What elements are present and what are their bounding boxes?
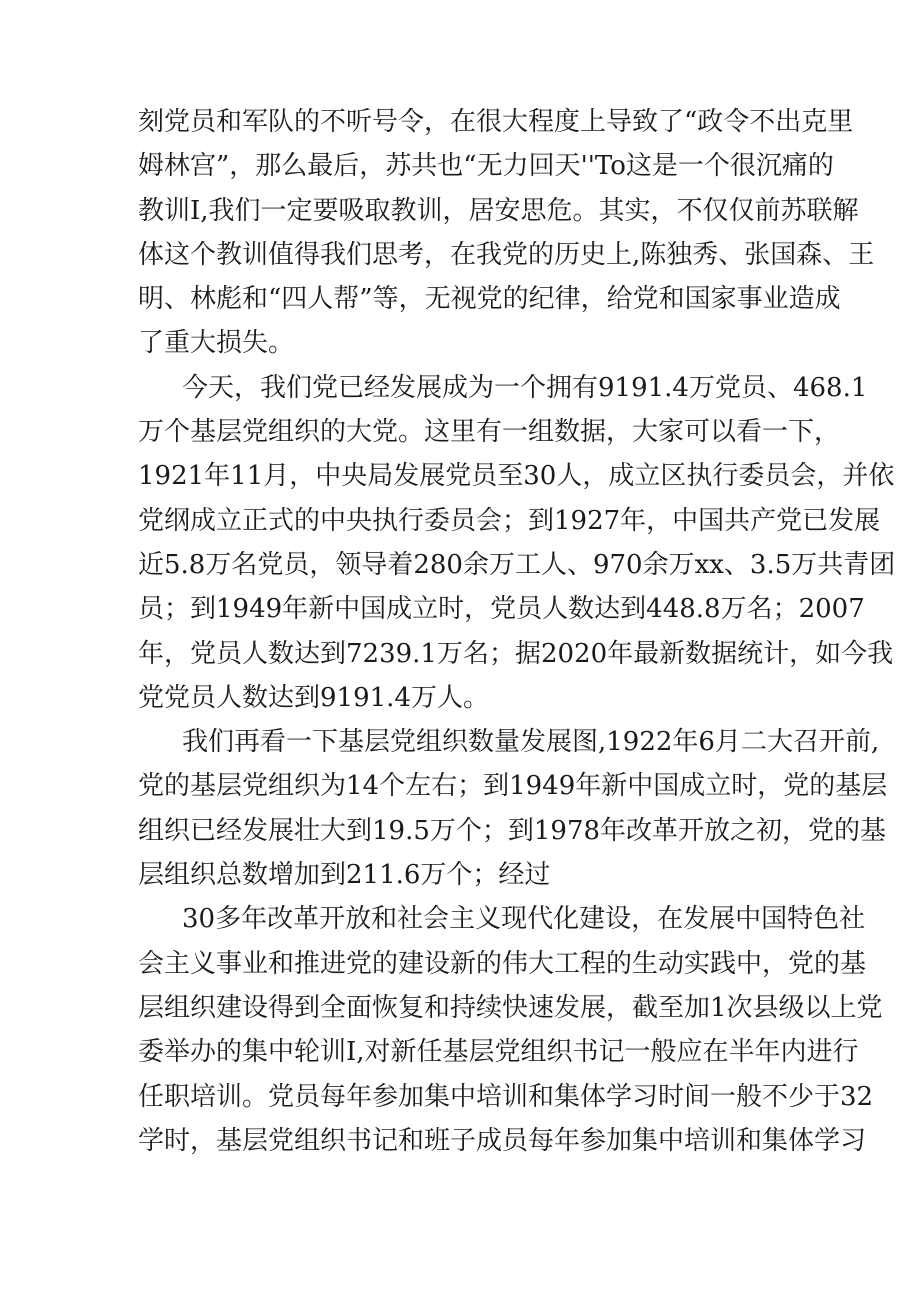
text-line: 层组织总数增加到211.6万个；经过	[138, 860, 551, 891]
text-line: 组织已经发展壮大到19.5万个；到1978年改革开放之初，党的基	[138, 815, 887, 846]
text-line: 层组织建设得到全面恢复和持续快速发展，截至加1次县级以上党	[138, 992, 883, 1023]
text-line: 近5.8万名党员，领导着280余万工人、970余万xx、3.5万共青团	[138, 549, 896, 580]
text-line: 员；到1949年新中国成立时，党员人数达到448.8万名；2007	[138, 594, 865, 625]
text-line: 明、林彪和“四人帮”等，无视党的纪律，给党和国家事业造成	[138, 284, 841, 315]
text-line: 年，党员人数达到7239.1万名；据2020年最新数据统计，如今我	[138, 638, 894, 669]
body-text	[138, 100, 896, 1163]
text-line: 30多年改革开放和社会主义现代化建设，在发展中国特色社	[182, 904, 866, 935]
text-line: 今天，我们党已经发展成为一个拥有9191.4万党员、468.1	[182, 372, 868, 403]
text-line: 万个基层党组织的大党。这里有一组数据，大家可以看一下，	[138, 417, 841, 448]
text-line: 党党员人数达到9191.4万人。	[138, 682, 489, 713]
text-line: 党的基层党组织为14个左右；到1949年新中国成立时，党的基层	[138, 771, 888, 802]
text-line: 委举办的集中轮训I,对新任基层党组织书记一般应在半年内进行	[138, 1037, 859, 1068]
text-line: 体这个教训值得我们思考，在我党的历史上,陈独秀、张国森、王	[138, 239, 875, 270]
text-line: 会主义事业和推进党的建设新的伟大工程的生动实践中，党的基	[138, 948, 867, 979]
text-line: 刻党员和军队的不听号令，在很大程度上导致了“政令不出克里	[138, 107, 854, 137]
text-line: 任职培训。党员每年参加集中培训和集体学习时间一般不少于32	[138, 1081, 874, 1112]
text-line: 教训I,我们一定要吸取教训，居安思危。其实，不仅仅前苏联解	[138, 195, 859, 226]
text-line: 我们再看一下基层党组织数量发展图,1922年6月二大召开前,	[182, 727, 880, 758]
text-line: 姆林宫”，那么最后，苏共也“无力回天''To这是一个很沉痛的	[138, 151, 834, 182]
text-line: 党纲成立正式的中央执行委员会；到1927年，中国共产党已发展	[138, 505, 881, 536]
text-line: 学时，基层党组织书记和班子成员每年参加集中培训和集体学习	[138, 1125, 867, 1156]
text-line: 了重大损失。	[138, 328, 295, 359]
text-line: 1921年11月，中央局发展党员至30人，成立区执行委员会，并依	[138, 461, 895, 492]
